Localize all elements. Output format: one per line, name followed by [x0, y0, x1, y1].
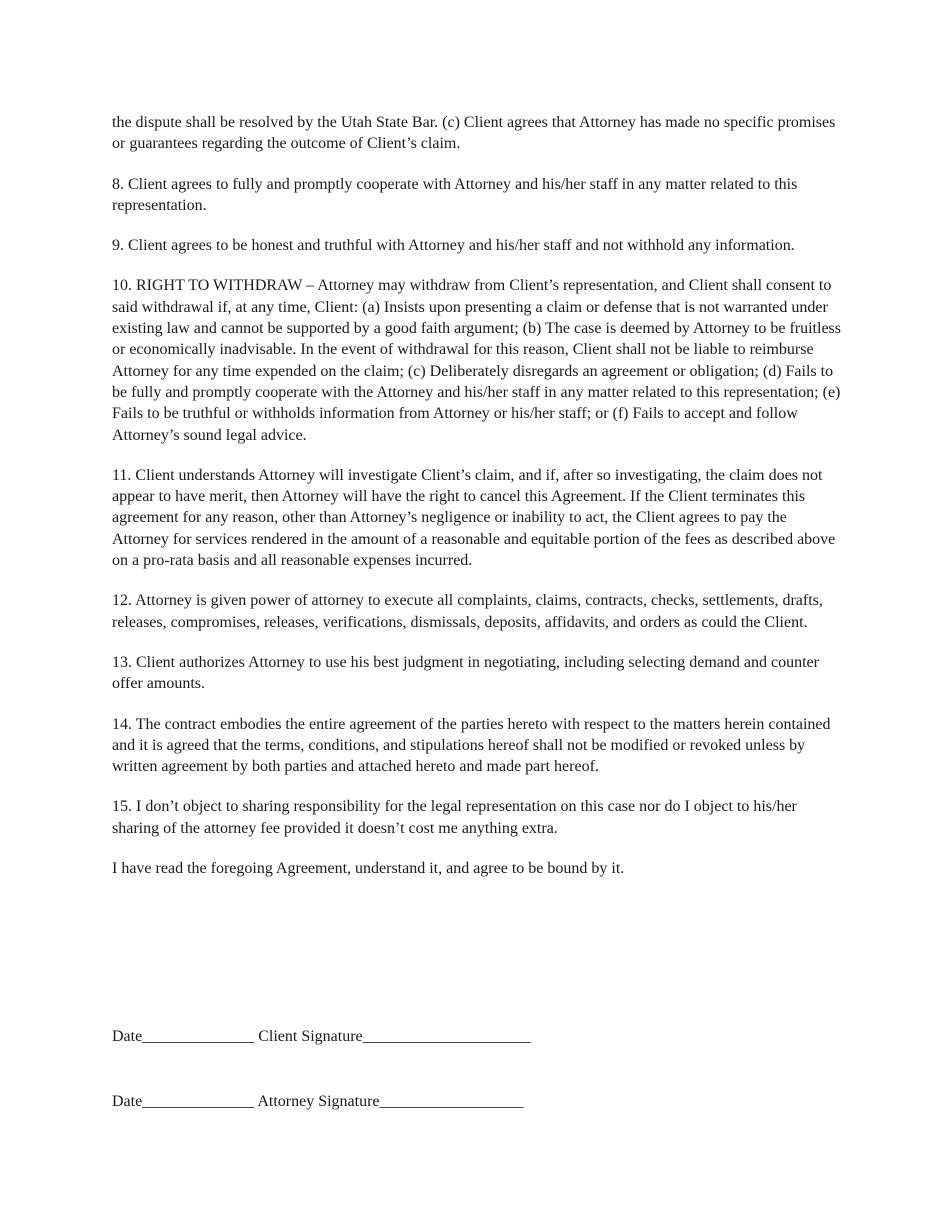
agreement-body: [112, 112, 842, 898]
paragraph-11-investigation: 11. Client understands Attorney will investigate Client’s claim, and if, after so investigating, the claim does not appear to have merit, then Attorney will have the right to cancel this Agreement. If the Client terminates this agreement for any reason, other than Attorney’s negligence or inability to act, the Client agrees to pay the Attorney for services rendered in the amount of a reasonable and equitable portion of the fees as described above on a pro-rata basis and all reasonable expenses incurred.: [112, 466, 836, 570]
paragraph-13-judgment: 13. Client authorizes Attorney to use his best judgment in negotiating, including selecting demand and counter offer amounts.: [112, 653, 819, 693]
paragraph-9-honesty: 9. Client agrees to be honest and truthful with Attorney and his/her staff and not withhold any information.: [112, 237, 795, 255]
acknowledgement-statement: I have read the foregoing Agreement, understand it, and agree to be bound by it.: [112, 860, 625, 878]
paragraph-8-cooperation: 8. Client agrees to fully and promptly cooperate with Attorney and his/her staff in any matter related to this representation.: [112, 175, 798, 214]
paragraph-14-entire-agreement: 14. The contract embodies the entire agreement of the parties hereto with respect to the matters herein contained and it is agreed that the terms, conditions, and stipulations hereof shall not be modified or revoked unless by written agreement by both parties and attached hereto and made part hereof.: [112, 715, 831, 776]
attorney-signature-line: Date______________ Attorney Signature__________________: [112, 1093, 524, 1110]
client-signature-line: Date______________ Client Signature_____________________: [112, 1028, 531, 1045]
paragraph-15-fee-sharing: 15. I don’t object to sharing responsibility for the legal representation on this case nor do I object to his/her sharing of the attorney fee provided it doesn’t cost me anything extra.: [112, 798, 797, 837]
paragraph-10-right-to-withdraw: 10. RIGHT TO WITHDRAW – Attorney may withdraw from Client’s representation, and Client shall consent to said withdrawal if, at any time, Client: (a) Insists upon presenting a claim or defense that is not warranted under existing law and cannot be supported by a good faith argument; (b) The case is deemed by Attorney to be fruitless or economically inadvisable. In the event of withdrawal for this reason, Client shall not be liable to reimburse Attorney for any time expended on the claim; (c) Deliberately disregards an agreement or obligation; (d) Fails to be fully and promptly cooperate with the Attorney and his/her staff in any matter related to this representation; (e) Fails to be truthful or withholds information from Attorney or his/her staff; or (f) Fails to accept and follow Attorney’s sound legal advice.: [112, 277, 841, 444]
paragraph-12-power-of-attorney: 12. Attorney is given power of attorney to execute all complaints, claims, contracts, checks, settlements, drafts, releases, compromises, releases, verifications, dismissals, deposits, affidavits, and orders as could the Client.: [112, 592, 823, 631]
paragraph-dispute-resolution: the dispute shall be resolved by the Utah State Bar. (c) Client agrees that Attorney has made no specific promises or guarantees regarding the outcome of Client’s claim.: [112, 114, 836, 153]
